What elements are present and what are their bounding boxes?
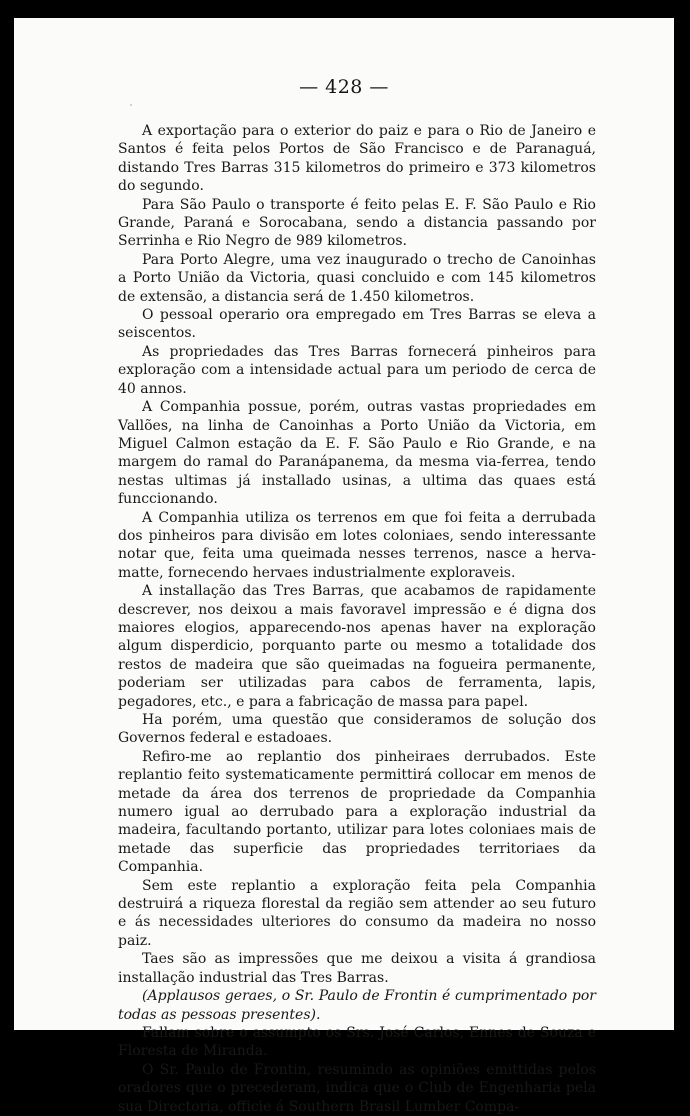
paragraph-frontin-summary: O Sr. Paulo de Frontin, resumindo as opiniões emittidas pelos oradores que o precederam, indica que o Club de Engenharia pela sua Directoria, officie á Southern Brasil Lumber Compa- <box>118 1061 596 1115</box>
paragraph-land-use: A Companhia utiliza os terrenos em que foi feita a derrubada dos pinheiros para divisão em lotes coloniaes, sendo interessante notar que, feita uma queimada nesses terrenos, nasce a herva-matte, fornecendo hervaes industrialmente exploraveis. <box>118 509 596 581</box>
print-speck <box>130 104 132 106</box>
paragraph-impressions: Taes são as impressões que me deixou a visita á grandiosa installação industrial das Tres Barras. <box>118 951 596 986</box>
paragraph-speakers: Fallam sobre o assumpto os Srs. José Carlos, Ennes de Souza e Floresta de Miranda. <box>118 1024 596 1060</box>
document-page <box>14 18 674 1115</box>
paragraph-other-properties: A Companhia possue, porém, outras vastas propriedades em Vallões, na linha de Canoinhas a Porto União da Victoria, em Miguel Calmon estação da E. F. São Paulo e Rio Grande, e na margem do ramal do Paranápanema, da mesma via-ferrea, tendo nestas ultimas já installado usinas, a ultima das quaes está funccionando. <box>118 399 596 508</box>
paragraph-sao-paulo: Para São Paulo o transporte é feito pelas E. F. São Paulo e Rio Grande, Paraná e Sorocabana, sendo a distancia passando por Serrinha e Rio Negro de 989 kilometros. <box>118 196 596 250</box>
paragraph-personnel: O pessoal operario ora empregado em Tres Barras se eleva a seiscentos. <box>118 307 596 342</box>
paragraph-replanting: Refiro-me ao replantio dos pinheiraes derrubados. Este replantio feito systematicamente permittirá collocar em menos de metade da área dos terrenos de propriedade da Companhia numero igual ao derrubado para a exploração industrial da madeira, facultando portanto, utilizar para lotes coloniaes mais de metade das superficie das propriedades territoriaes da Companhia. <box>118 748 596 876</box>
body-text <box>118 122 596 1116</box>
paragraph-question: Ha porém, uma questão que consideramos de solução dos Governos federal e estadoaes. <box>118 712 596 747</box>
paragraph-applause: (Applausos geraes, o Sr. Paulo de Frontin é cumprimentado por todas as pessoas presentes). <box>118 988 596 1023</box>
page-number: — 428 — <box>299 76 389 98</box>
paragraph-installation: A installação das Tres Barras, que acabamos de rapidamente descrever, nos deixou a mais favoravel impressão e é digna dos maiores elogios, apparecendo-nos apenas haver na exploração algum disperdicio, porquanto parte ou mesmo a totalidade dos restos de madeira que são queimadas na fogueira permanente, poderiam ser utilizadas para cabos de ferramenta, lapis, pegadores, etc., e para a fabricação de massa para papel. <box>118 583 596 710</box>
paragraph-export: A exportação para o exterior do paiz e para o Rio de Janeiro e Santos é feita pelos Portos de São Francisco e de Paranaguá, distando Tres Barras 315 kilometros do primeiro e 373 kilometros do segundo. <box>118 123 596 195</box>
paragraph-porto-alegre: Para Porto Alegre, uma vez inaugurado o trecho de Canoinhas a Porto União da Victoria, quasi concluido e com 145 kilometros de extensão, a distancia será de 1.450 kilometros. <box>118 251 596 305</box>
paragraph-properties: As propriedades das Tres Barras fornecerá pinheiros para exploração com a intensidade actual para um periodo de cerca de 40 annos. <box>118 343 596 397</box>
paragraph-without-replanting: Sem este replantio a exploração feita pela Companhia destruirá a riqueza florestal da região sem attender ao seu futuro e ás necessidades ulteriores do consumo da madeira no nosso paiz. <box>118 877 596 949</box>
